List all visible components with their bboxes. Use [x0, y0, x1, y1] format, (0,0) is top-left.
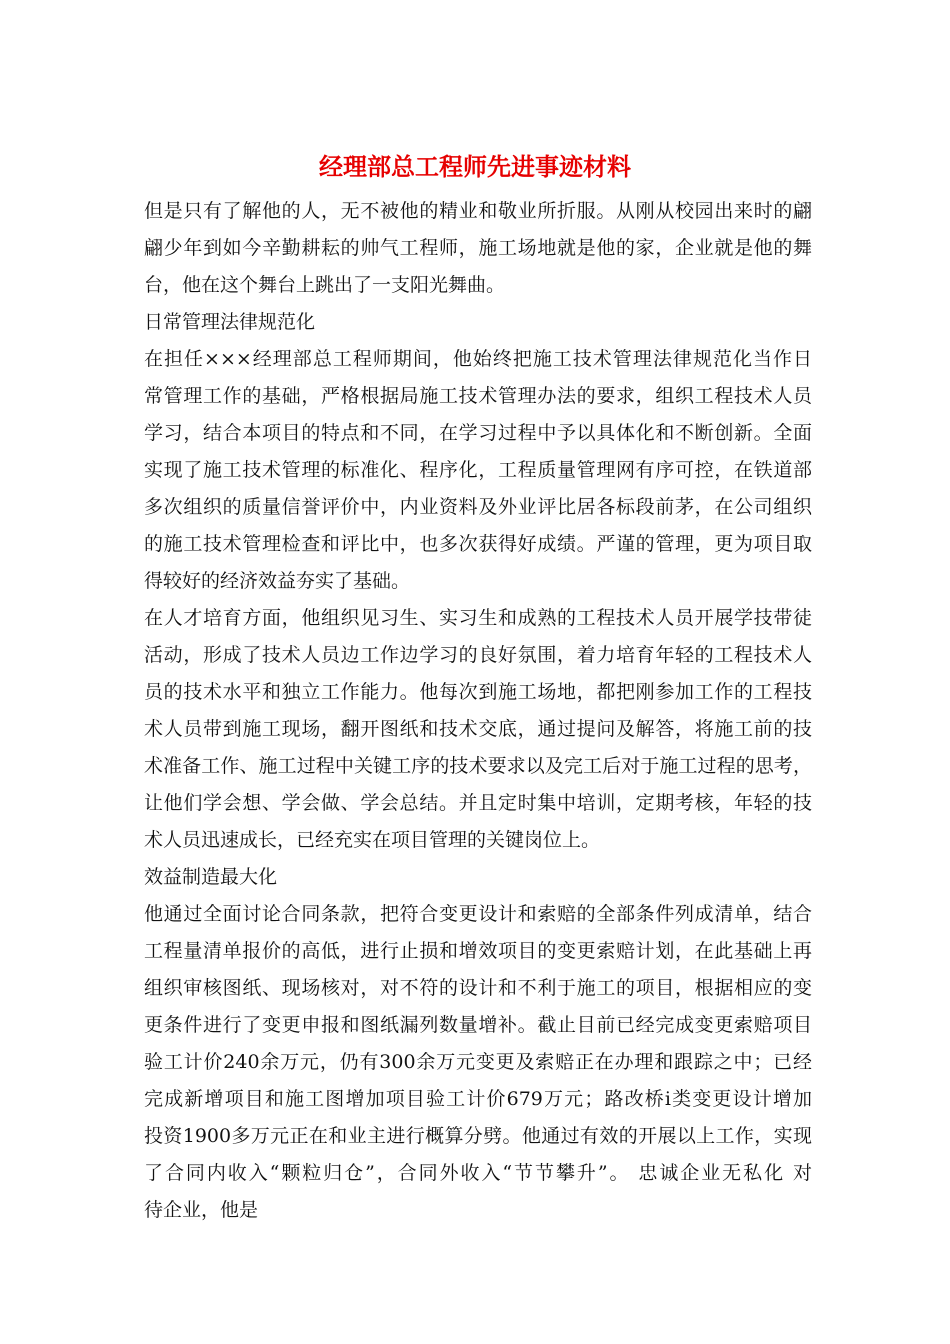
text-line: 验工计价240余万元，仍有300余万元变更及索赔正在办理和跟踪之中；已经 — [144, 1051, 812, 1073]
text-line: 学习，结合本项目的特点和不同，在学习过程中予以具体化和不断创新。全面 — [144, 422, 812, 444]
text-line: 让他们学会想、学会做、学会总结。并且定时集中培训，定期考核，年轻的技 — [144, 792, 812, 814]
text-line: 他通过全面讨论合同条款，把符合变更设计和索赔的全部条件列成清单，结合 — [144, 903, 812, 925]
text-line: 在担任×××经理部总工程师期间，他始终把施工技术管理法律规范化当作日 — [144, 348, 812, 370]
text-line: 活动，形成了技术人员边工作边学习的良好氛围，着力培育年轻的工程技术人 — [144, 644, 812, 666]
text-line: 工程量清单报价的高低，进行止损和增效项目的变更索赔计划，在此基础上再 — [144, 940, 812, 962]
text-line: 但是只有了解他的人，无不被他的精业和敬业所折服。从刚从校园出来时的翩 — [144, 200, 812, 222]
document-body — [144, 193, 812, 1229]
section-heading: 效益制造最大化 — [144, 866, 278, 888]
text-line: 完成新增项目和施工图增加项目验工计价679万元；路改桥ⅰ类变更设计增加 — [144, 1088, 812, 1110]
text-line: 翩少年到如今辛勤耕耘的帅气工程师，施工场地就是他的家，企业就是他的舞 — [144, 237, 812, 259]
text-line: 了合同内收入“颗粒归仓”，合同外收入“节节攀升”。 忠诚企业无私化 对 — [144, 1162, 812, 1184]
text-line: 待企业，他是 — [144, 1199, 259, 1221]
text-line: 员的技术水平和独立工作能力。他每次到施工场地，都把刚参加工作的工程技 — [144, 681, 812, 703]
text-line: 更条件进行了变更申报和图纸漏列数量增补。截止目前已经完成变更索赔项目 — [144, 1014, 812, 1036]
text-line: 术人员带到施工现场，翻开图纸和技术交底，通过提问及解答，将施工前的技 — [144, 718, 812, 740]
text-line: 在人才培育方面，他组织见习生、实习生和成熟的工程技术人员开展学技带徒 — [144, 607, 812, 629]
text-line: 常管理工作的基础，严格根据局施工技术管理办法的要求，组织工程技术人员 — [144, 385, 812, 407]
text-line: 的施工技术管理检查和评比中，也多次获得好成绩。严谨的管理，更为项目取 — [144, 533, 812, 555]
text-line: 术人员迅速成长，已经充实在项目管理的关键岗位上。 — [144, 829, 601, 851]
text-line: 台，他在这个舞台上跳出了一支阳光舞曲。 — [144, 274, 506, 296]
document-title: 经理部总工程师先进事迹材料 — [319, 152, 631, 181]
text-line: 投资1900多万元正在和业主进行概算分劈。他通过有效的开展以上工作，实现 — [144, 1125, 812, 1147]
text-line: 实现了施工技术管理的标准化、程序化，工程质量管理网有序可控，在铁道部 — [144, 459, 812, 481]
text-line: 得较好的经济效益夯实了基础。 — [144, 570, 411, 592]
text-line: 多次组织的质量信誉评价中，内业资料及外业评比居各标段前茅，在公司组织 — [144, 496, 812, 518]
text-line: 组织审核图纸、现场核对，对不符的设计和不利于施工的项目，根据相应的变 — [144, 977, 812, 999]
text-line: 术准备工作、施工过程中关键工序的技术要求以及完工后对于施工过程的思考， — [144, 755, 812, 777]
section-heading: 日常管理法律规范化 — [144, 311, 316, 333]
